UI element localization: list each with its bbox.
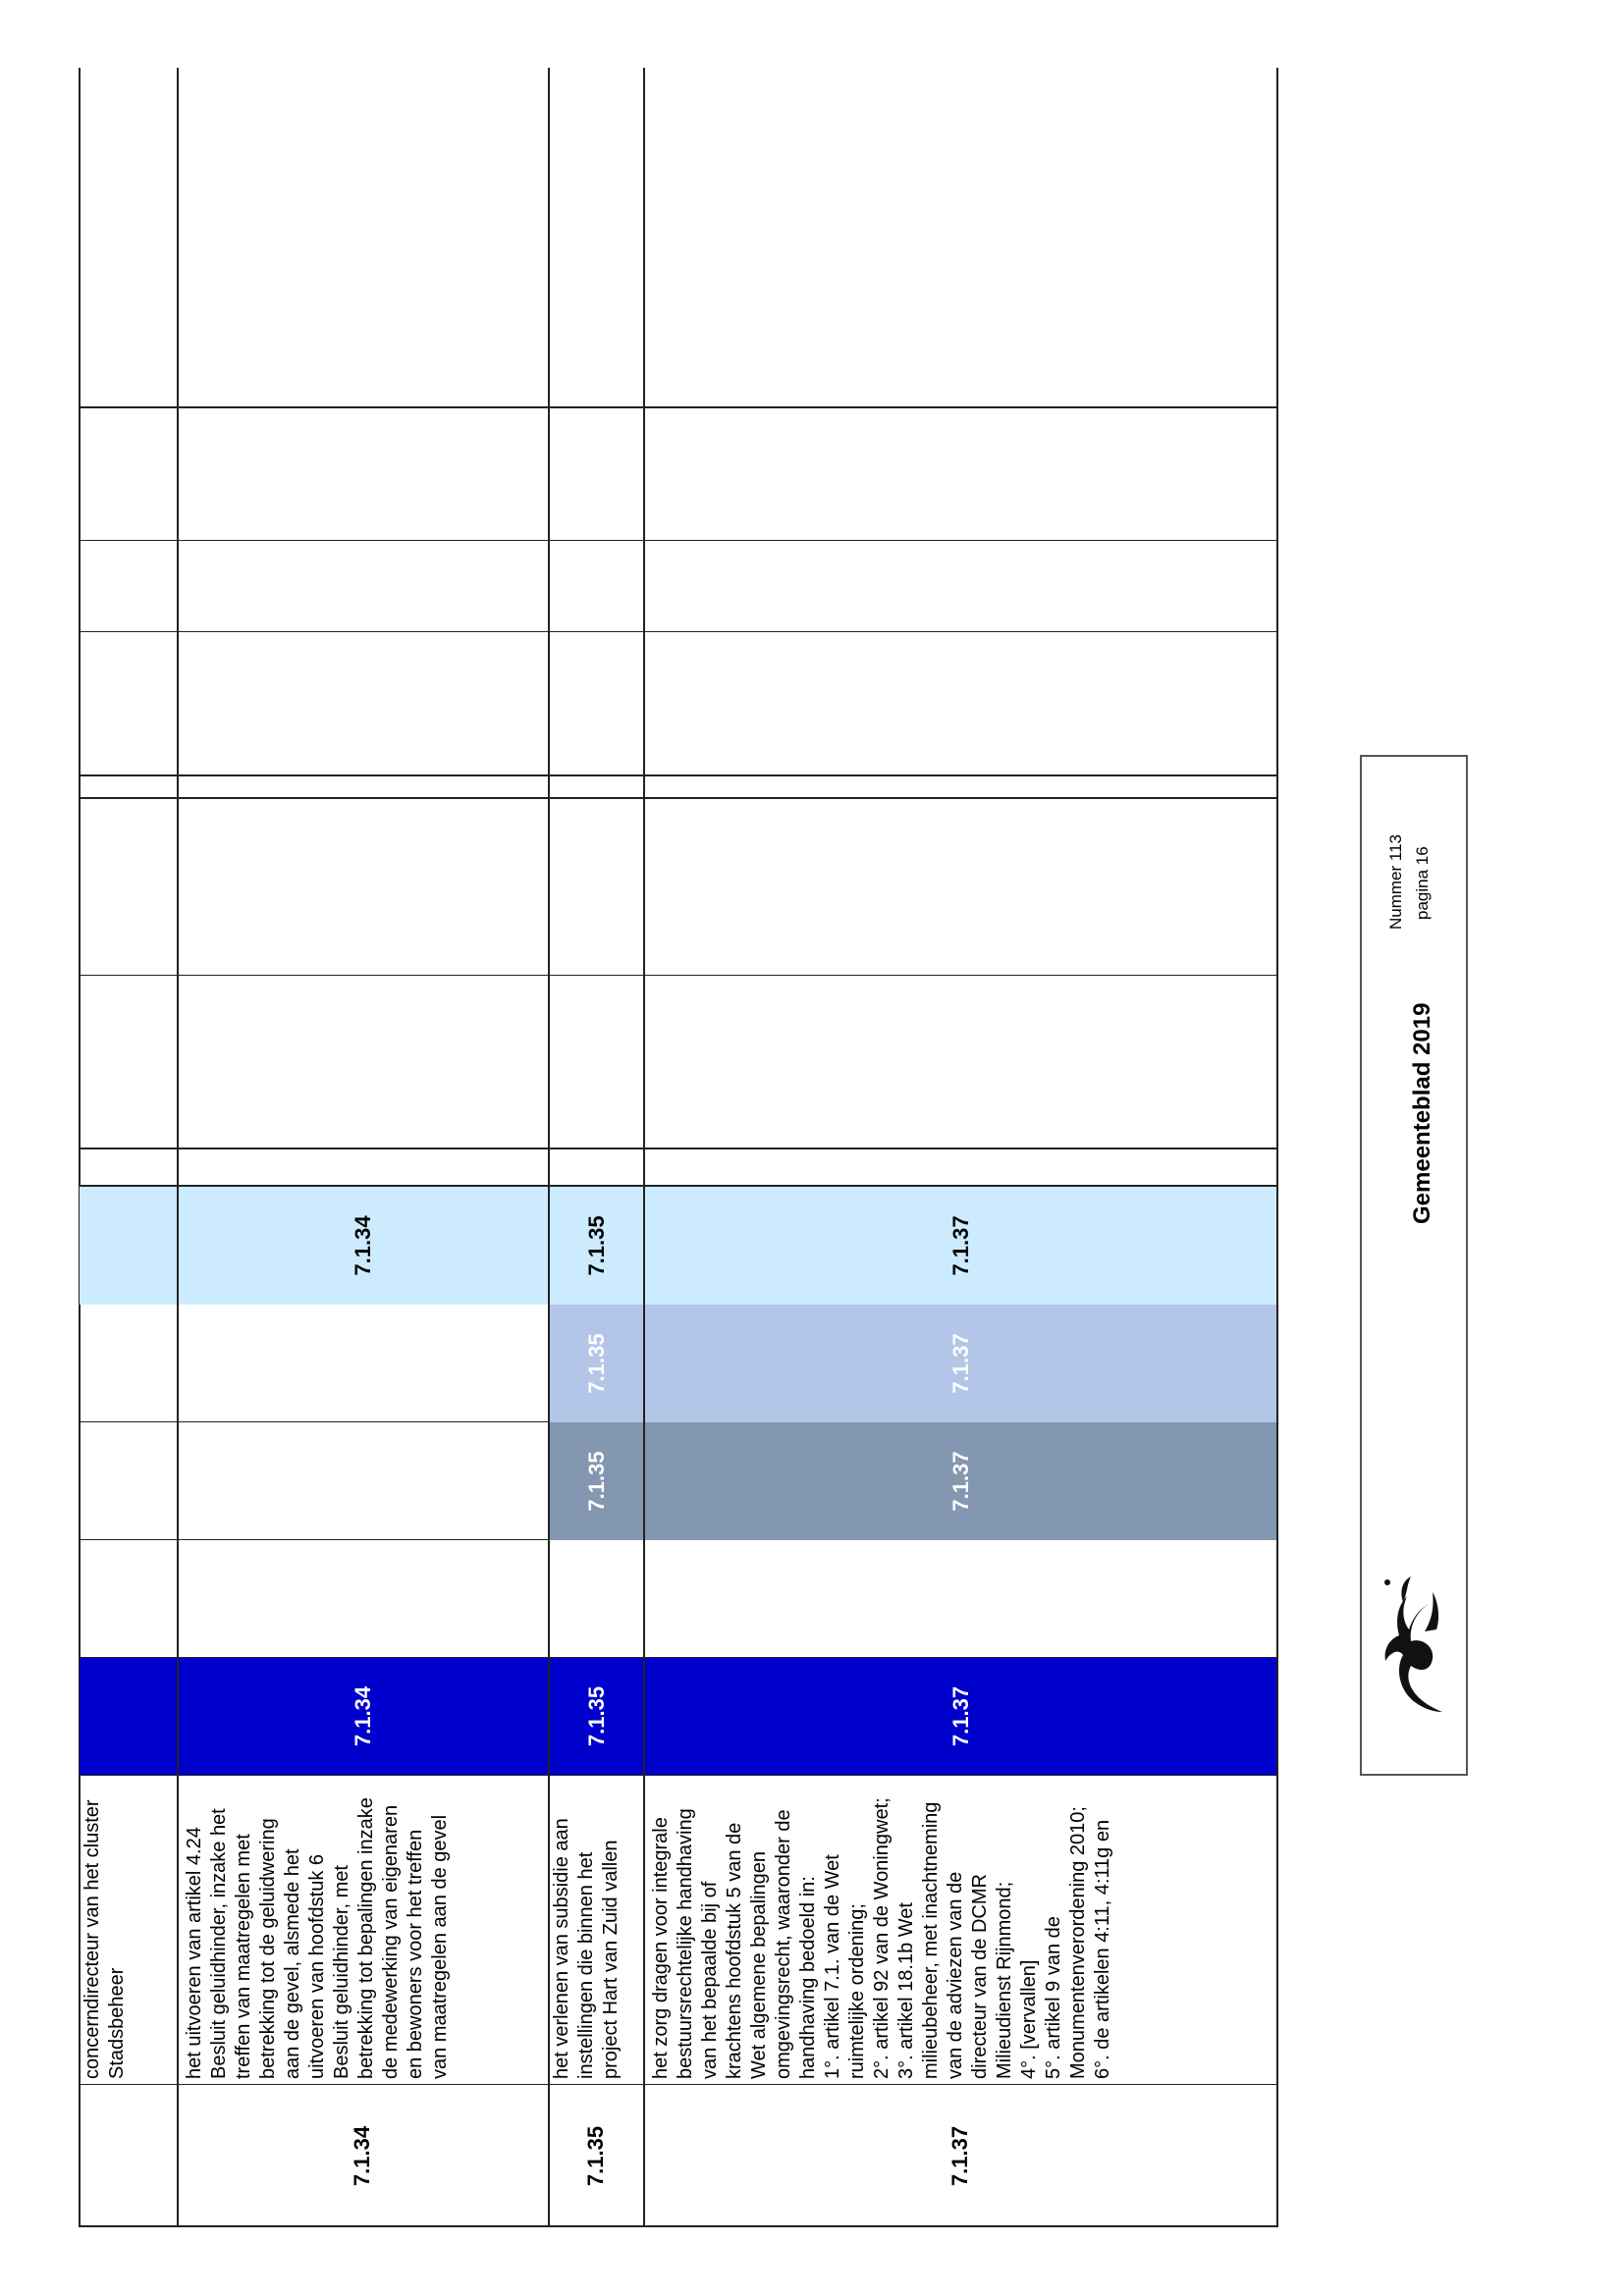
description-line: 3°. artikel 18.1b Wet bbox=[895, 1902, 917, 2079]
description-line: 4°. [vervallen] bbox=[1018, 1959, 1040, 2079]
col-line bbox=[79, 540, 1278, 541]
description-line: Wet algemene bepalingen bbox=[748, 1850, 770, 2079]
description-line: 5°. artikel 9 van de bbox=[1043, 1916, 1064, 2079]
description-line: betrekking tot bepalingen inzake bbox=[355, 1797, 377, 2079]
description-line: het uitvoeren van artikel 4.24 bbox=[184, 1827, 205, 2079]
header-cell-dark bbox=[80, 1658, 177, 1775]
row-description bbox=[643, 1776, 1276, 2085]
description-line: het zorg dragen voor integrale bbox=[650, 1817, 672, 2079]
description-line: en bewoners voor het treffen bbox=[405, 1829, 426, 2079]
cell-7-1-37-col2: 7.1.37 bbox=[645, 1422, 1276, 1540]
cell-7-1-35-col1: 7.1.35 bbox=[550, 1658, 643, 1775]
row-description bbox=[79, 1776, 177, 2085]
description-line: Besluit geluidhinder, met bbox=[331, 1865, 352, 2079]
rotterdam-lion-logo-icon bbox=[1374, 1573, 1452, 1720]
col-line bbox=[79, 631, 1278, 632]
cell-7-1-37-col5: 7.1.37 bbox=[645, 1187, 1276, 1305]
col-line bbox=[79, 975, 1278, 976]
row-code: 7.1.37 bbox=[947, 2125, 972, 2187]
description-line: van het bepaalde bij of bbox=[699, 1881, 721, 2079]
description-line: ruimtelijke ordening; bbox=[846, 1903, 868, 2079]
description-line: handhaving bedoeld in: bbox=[797, 1876, 819, 2079]
page-number: pagina 16 bbox=[1413, 846, 1432, 920]
row-code: 7.1.34 bbox=[350, 2125, 374, 2187]
publication-title: Gemeenteblad 2019 bbox=[1409, 1002, 1435, 1224]
description-line: directeur van de DCMR bbox=[969, 1874, 991, 2079]
description-line: uitvoeren van hoofdstuk 6 bbox=[306, 1853, 328, 2079]
cell-7-1-35-col2: 7.1.35 bbox=[550, 1422, 643, 1540]
header-cell-sky bbox=[80, 1187, 177, 1305]
mandate-table bbox=[79, 68, 1278, 2227]
description-line: concerndirecteur van het cluster bbox=[81, 1799, 103, 2079]
description-line: het verlenen van subsidie aan bbox=[551, 1818, 572, 2079]
description-line: 2°. artikel 92 van de Woningwet; bbox=[871, 1797, 893, 2079]
cell-7-1-37-col3: 7.1.37 bbox=[645, 1305, 1276, 1422]
description-line: krachtens hoofdstuk 5 van de bbox=[724, 1822, 745, 2079]
cell-7-1-35-col5: 7.1.35 bbox=[550, 1187, 643, 1305]
col-line bbox=[79, 1148, 1278, 1149]
row-code: 7.1.35 bbox=[582, 2125, 608, 2187]
description-line: treffen van maatregelen met bbox=[233, 1834, 254, 2079]
description-line: van de adviezen van de bbox=[945, 1871, 966, 2079]
description-line: 1°. artikel 7.1. van de Wet bbox=[822, 1854, 843, 2079]
issue-number: Nummer 113 bbox=[1386, 834, 1405, 930]
description-line: van maatregelen aan de gevel bbox=[429, 1814, 451, 2079]
description-line: betrekking tot de geluidwering bbox=[257, 1818, 279, 2079]
description-line: Monumentenverordening 2010; bbox=[1067, 1806, 1089, 2079]
footer-box bbox=[1360, 755, 1468, 1776]
description-line: Milieudienst Rijnmond; bbox=[994, 1881, 1015, 2079]
description-line: aan de gevel, alsmede het bbox=[282, 1848, 303, 2079]
description-line: project Hart van Zuid vallen bbox=[600, 1840, 622, 2079]
cell-7-1-34-col1: 7.1.34 bbox=[179, 1658, 548, 1775]
description-line: de medewerking van eigenaren bbox=[380, 1804, 402, 2079]
description-line: milieubeheer, met inachtneming bbox=[920, 1801, 942, 2079]
cell-7-1-37-col1: 7.1.37 bbox=[645, 1658, 1276, 1775]
page-footer bbox=[1360, 0, 1468, 1776]
description-line: omgevingsrecht, waaronder de bbox=[773, 1809, 794, 2079]
description-line: 6°. de artikelen 4:11, 4:11g en bbox=[1092, 1819, 1113, 2079]
description-line: instellingen die binnen het bbox=[575, 1851, 597, 2079]
cell-7-1-35-col3: 7.1.35 bbox=[550, 1305, 643, 1422]
description-line: Stadsbeheer bbox=[106, 1967, 128, 2079]
row-description bbox=[548, 1776, 643, 2085]
col-line bbox=[79, 797, 1278, 799]
description-line: bestuursrechtelijke handhaving bbox=[675, 1808, 696, 2079]
col-line bbox=[79, 774, 1278, 776]
row-description bbox=[177, 1776, 548, 2085]
col-line bbox=[79, 406, 1278, 408]
description-line: Besluit geluidhinder, inzake het bbox=[208, 1808, 230, 2079]
cell-7-1-34-col5: 7.1.34 bbox=[179, 1187, 548, 1305]
